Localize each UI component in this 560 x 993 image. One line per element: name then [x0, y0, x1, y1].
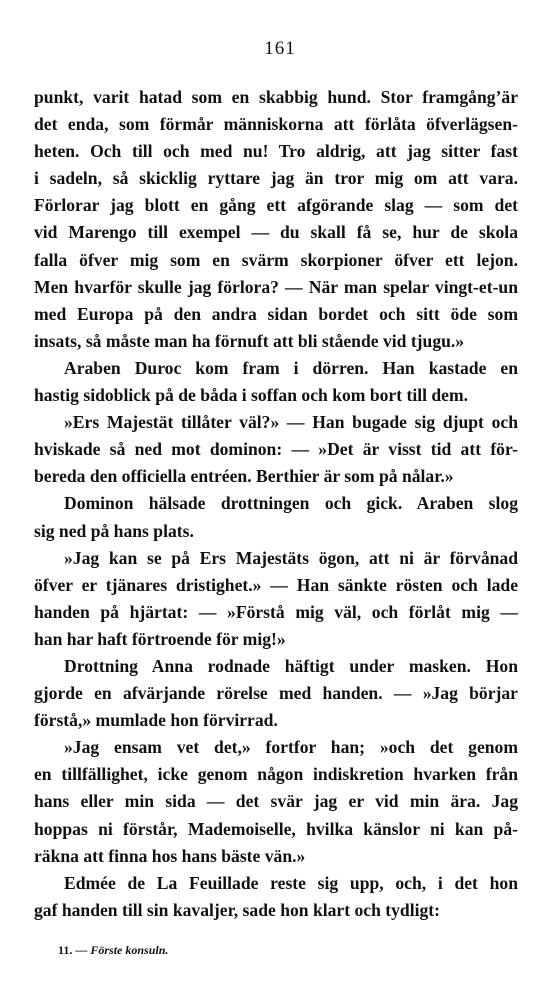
text-line: vid Marengo till exempel — du skall få se, hur de skola — [34, 222, 518, 243]
text-line: punkt, varit hatad som en skabbig hund. Stor framgång’är — [34, 87, 518, 107]
text-line: hans eller min sida — det svär jag er vid min ära. Jag — [34, 791, 518, 812]
printer-signature — [58, 943, 168, 958]
text-line: Araben Duroc kom fram i dörren. Han kastade en — [64, 357, 518, 378]
text-line: Men hvarför skulle jag förlora? — När man spelar vingt-et-un — [34, 276, 518, 297]
text-line: i sadeln, så skicklig ryttare jag än tror mig om att vara. — [34, 168, 518, 189]
text-line: »Jag ensam vet det,» fortfor han; »och det genom — [64, 737, 518, 758]
signature-title: Förste konsuln. — [90, 943, 169, 957]
text-line: falla öfver mig som en svärm skorpioner öfver ett lejon. — [34, 249, 518, 270]
text-line: hoppas ni förstår, Mademoiselle, hvilka känslor ni kan på- — [34, 818, 518, 839]
text-line: gaf handen till sin kavaljer, sade hon klart och tydligt: — [34, 899, 441, 920]
text-line: bereda den officiella entréen. Berthier är som på nålar.» — [34, 466, 454, 487]
text-line: räkna att finna hos hans bäste vän.» — [34, 845, 306, 866]
text-line: hviskade så ned mot dominon: — »Det är visst tid att för- — [34, 439, 518, 460]
text-line: »Jag kan se på Ers Majestäts ögon, att ni är förvånad — [64, 547, 518, 568]
signature-dash: — — [75, 943, 88, 957]
text-line: han har haft förtroende för mig!» — [34, 628, 286, 649]
text-line: förstå,» mumlade hon förvirrad. — [34, 710, 278, 731]
text-line: med Europa på den andra sidan bordet och sitt öde som — [34, 303, 518, 324]
signature-number: 11. — [58, 943, 73, 957]
text-line: hastig sidoblick på de båda i soffan och kom bort till dem. — [34, 385, 469, 406]
text-line: »Ers Majestät tillåter väl?» — Han bugade sig djupt och — [64, 412, 518, 433]
text-line: Dominon hälsade drottningen och gick. Araben slog — [64, 493, 518, 514]
text-line: sig ned på hans plats. — [34, 520, 194, 541]
text-line: det enda, som förmår människorna att förlåta öfverlägsen- — [34, 114, 518, 135]
text-line: gjorde en afvärjande rörelse med handen. — »Jag börjar — [34, 683, 518, 704]
text-line: öfver er tjänares dristighet.» — Han sänkte rösten och lade — [34, 574, 518, 595]
body-text — [34, 84, 518, 924]
text-line: heten. Och till och med nu! Tro aldrig, att jag sitter fast — [34, 141, 518, 162]
text-line: insats, så måste man ha förnuft att bli stående vid tjugu.» — [34, 330, 465, 351]
text-line: handen på hjärtat: — »Förstå mig väl, och förlåt mig — — [34, 601, 518, 622]
page-number: 161 — [264, 38, 296, 59]
text-line: Edmée de La Feuillade reste sig upp, och, i det hon — [64, 872, 518, 893]
text-line: Förlorar jag blott en gång ett afgörande slag — som det — [34, 195, 518, 216]
text-line: en tillfällighet, icke genom någon indiskretion hvarken från — [34, 764, 518, 785]
text-line: Drottning Anna rodnade häftigt under masken. Hon — [64, 655, 518, 676]
